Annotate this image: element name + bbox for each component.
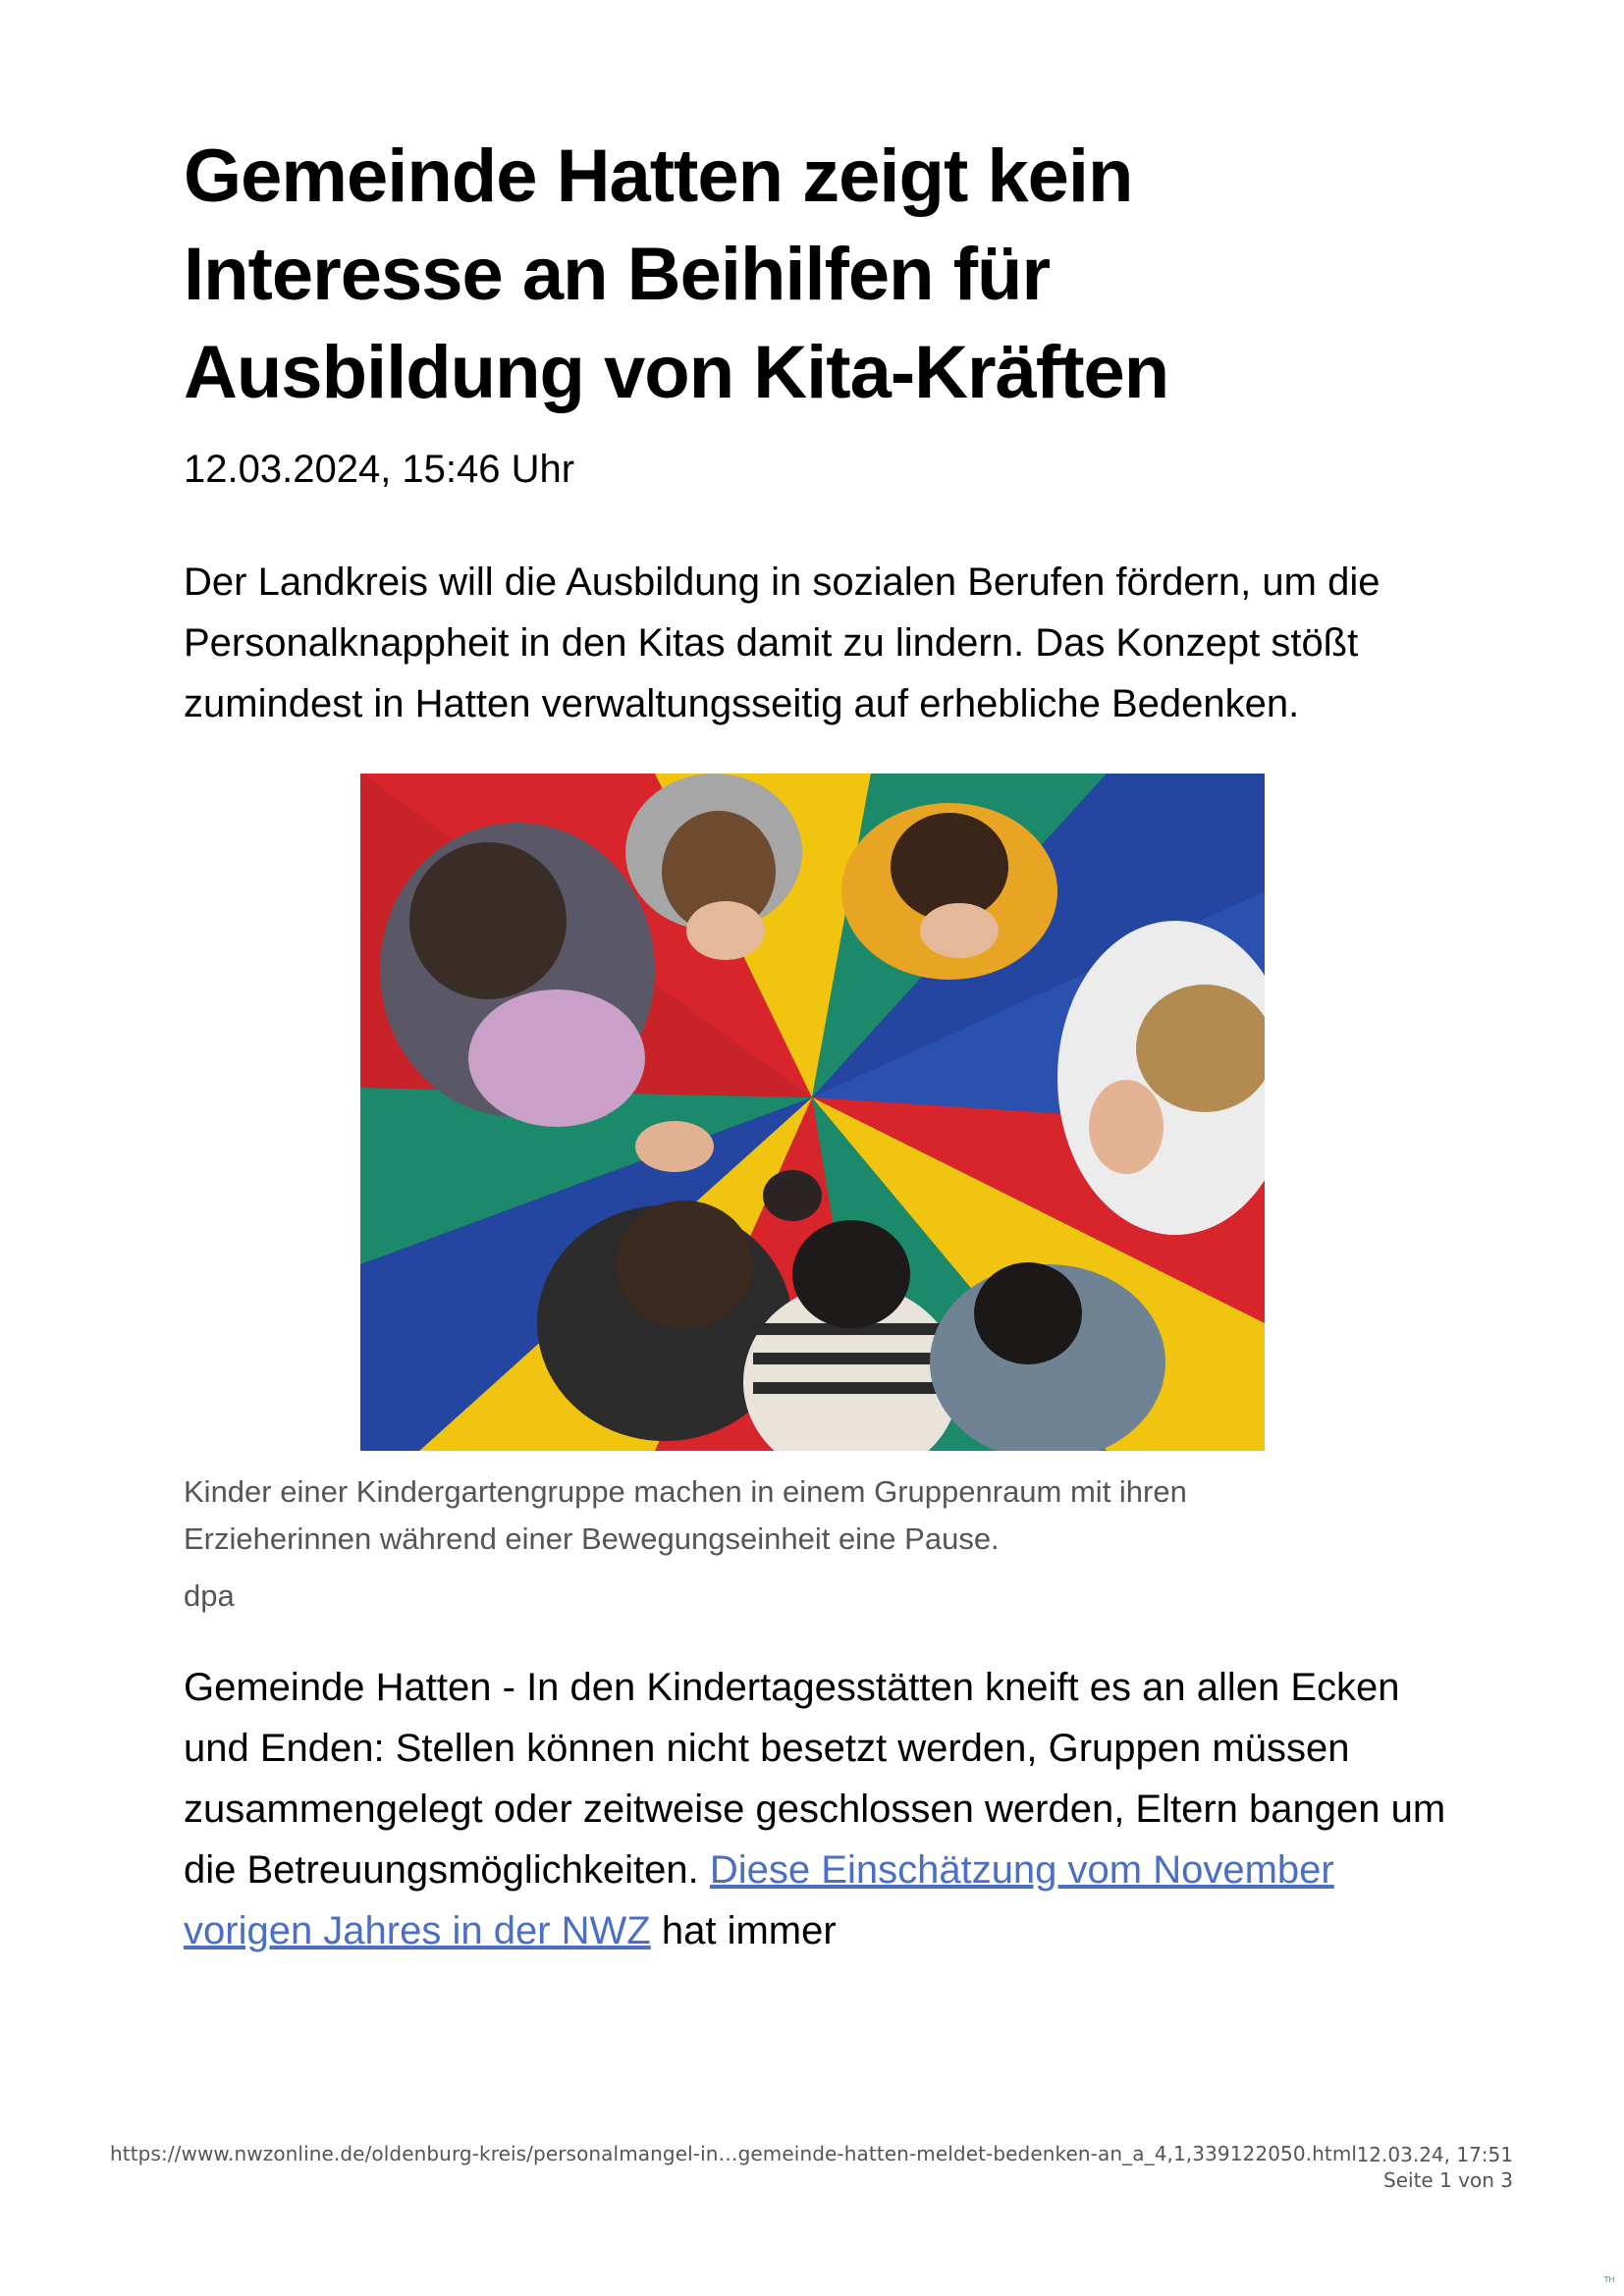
footer-url: https://www.nwzonline.de/oldenburg-kreis/personalmangel-in…gemeinde-hatten-meldet-bedenken-an_a_4,1,339122050.html xyxy=(110,2142,1358,2165)
footer-datetime: 12.03.24, 17:51 xyxy=(1356,2143,1513,2166)
image-caption: Kinder einer Kindergartengruppe machen in einem Gruppenraum mit ihren Erzieherinnen während einer Bewegungseinheit eine Pause. xyxy=(184,1474,1187,1556)
article xyxy=(184,128,1450,1961)
body-text-end: hat immer xyxy=(650,1909,837,1952)
kids-on-parachute-photo xyxy=(360,774,1265,1451)
footer-meta xyxy=(1357,2142,1513,2193)
article-date: 12.03.2024, 15:46 Uhr xyxy=(184,448,575,491)
article-image xyxy=(360,774,1265,1451)
article-title: Gemeinde Hatten zeigt kein Interesse an Beihilfen für Ausbildung von Kita-Kräften xyxy=(184,134,1169,414)
nwz-article-link[interactable]: Diese Einschätzung vom November vorigen Jahres in der NWZ xyxy=(184,1848,1334,1952)
article-body xyxy=(184,1657,1460,1961)
article-lead: Der Landkreis will die Ausbildung in sozialen Berufen fördern, um die Personalknappheit in den Kitas damit zu lindern. Das Konzept stößt zumindest in Hatten verwaltungsseitig auf erhebliche Bedenken. xyxy=(184,561,1380,725)
image-credit: dpa xyxy=(184,1578,235,1613)
body-text-start: Gemeinde Hatten - In den Kindertagesstätten kneift es an allen Ecken und Enden: Stellen können nicht besetzt werden, Gruppen müssen zusammengelegt oder zeitweise geschlossen werden, Eltern bangen um die Betreuungsmöglichkeiten. xyxy=(184,1666,1446,1892)
footer-page-number: Seite 1 von 3 xyxy=(1383,2168,1513,2192)
corner-mark-icon: ᵀᴴ xyxy=(1603,2274,1614,2288)
